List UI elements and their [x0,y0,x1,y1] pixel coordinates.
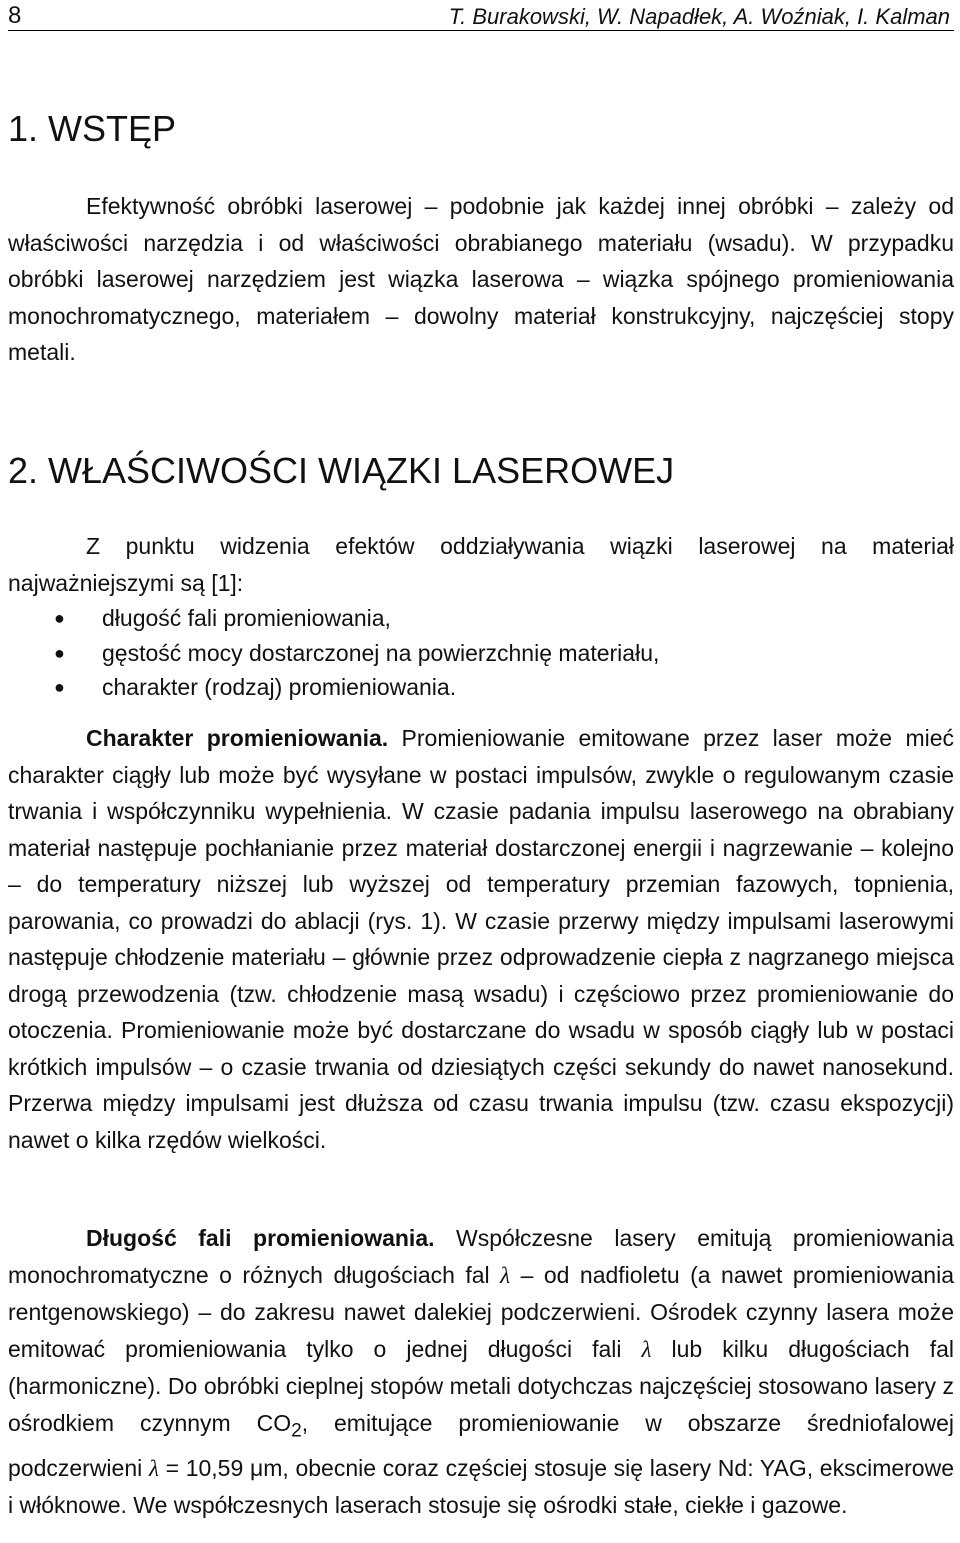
wavelength-paragraph [8,1220,954,1524]
running-title-authors: T. Burakowski, W. Napadłek, A. Woźniak, I. Kalman [448,4,950,29]
list-item [8,601,659,636]
page-number: 8 [8,2,22,29]
lambda-symbol: λ [500,1262,511,1288]
list-item [8,636,659,671]
properties-intro-paragraph: Z punktu widzenia efektów oddziaływania wiązki laserowej na materiał najważniejszymi są [1]: [8,533,954,596]
list-item-text: charakter (rodzaj) promieniowania. [102,674,457,700]
list-item [8,670,659,705]
document-page [8,0,955,1519]
list-item-text: długość fali promieniowania, [102,605,391,631]
lambda-symbol: λ [641,1336,652,1362]
paragraph-text: = 10,59 μm, obecnie coraz częściej stosuje się lasery Nd: YAG, ekscimerowe i włóknowe. We współczesnych laserach stosuje się ośrodki stałe, ciekłe i gazowe. [8,1454,955,1519]
paragraph-text: – od nadfioletu (a nawet promieniowania rentgenowskiego) – do zakresu nawet dalekiej podczerwieni. Ośrodek czynny lasera może emitować promieniowania tylko o jednej długości fali [8,1261,954,1362]
property-list [8,601,659,705]
section-heading-intro: 1. WSTĘP [8,108,177,149]
radiation-character-paragraph [8,720,954,1158]
lambda-symbol: λ [148,1455,159,1481]
section-heading-beam-properties: 2. WŁAŚCIWOŚCI WIĄZKI LASEROWEJ [8,450,675,491]
paragraph-lead: Długość fali promieniowania. [86,1225,435,1251]
paragraph-lead: Charakter promieniowania. [86,725,389,751]
bullet-icon: ● [54,608,65,628]
running-header [8,0,954,31]
subscript: 2 [291,1420,302,1442]
paragraph-text: , emitujące promieniowanie w obszarze średniofalowej podczerwieni [8,1409,954,1481]
bullet-icon: ● [54,677,65,697]
paragraph-text: Promieniowanie emitowane przez laser może mieć charakter ciągły lub może być wysyłane w postaci impulsów, zwykle o regulowanym czasie trwania i współczynniku wypełnienia. W czasie padania impulsu laserowego na obrabiany materiał następuje pochłanianie przez materiał dostarczonej energii i nagrzewanie – kolejno – do temperatury niższej lub wyższej od temperatury przemian fazowych, topnienia, parowania, co prowadzi do ablacji (rys. 1). W czasie przerwy między impulsami laserowymi następuje chłodzenie materiału – głównie przez odprowadzenie ciepła z nagrzanego miejsca drogą przewodzenia (tzw. chłodzenie masą wsadu) i częściowo przez promieniowanie do otoczenia. Promieniowanie może być dostarczane do wsadu w sposób ciągły lub w postaci krótkich impulsów – o czasie trwania od dziesiątych części sekundy do nawet nanosekund. Przerwa między impulsami jest dłuższa od czasu trwania impulsu (tzw. czasu ekspozycji) nawet o kilka rzędów wielkości. [8,725,954,1153]
paragraph-text: Współczesne lasery emitują promieniowania monochromatyczne o różnych długościach fal [8,1225,955,1288]
list-item-text: gęstość mocy dostarczonej na powierzchnię materiału, [102,639,660,666]
bullet-icon: ● [54,642,65,663]
intro-paragraph: Efektywność obróbki laserowej – podobnie jak każdej innej obróbki – zależy od właściwości narzędzia i od właściwości obrabianego materiału (wsadu). W przypadku obróbki laserowej narzędziem jest wiązka laserowa – wiązka spójnego promieniowania monochromatycznego, materiałem – dowolny materiał konstrukcyjny, najczęściej stopy metali. [8,193,954,365]
paragraph-text: lub kilku długościach fal (harmoniczne). Do obróbki cieplnej stopów metali dotychczas najczęściej stosowano lasery z ośrodkiem czynnym CO [8,1335,954,1436]
